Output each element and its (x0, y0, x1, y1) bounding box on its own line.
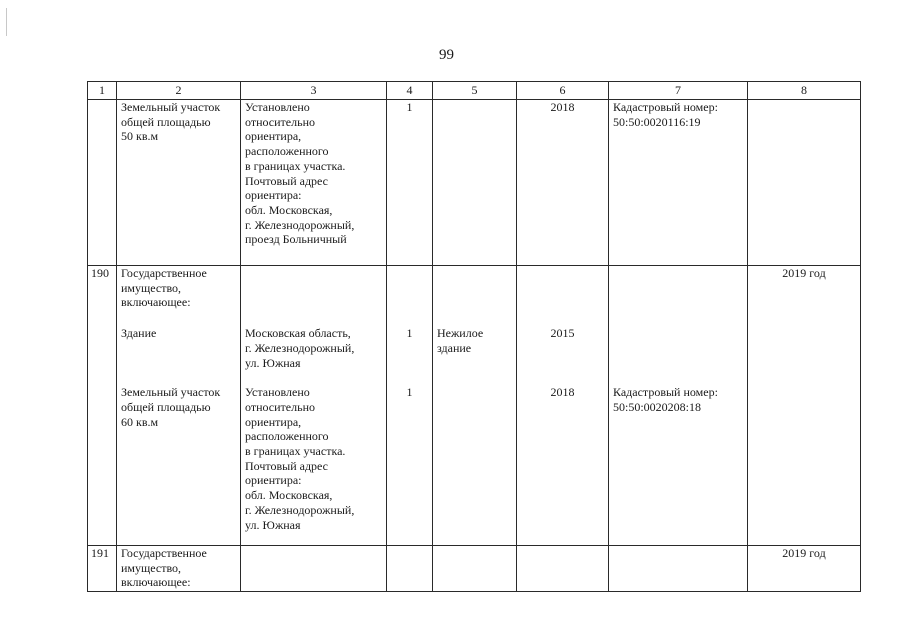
group-name-line: имущество, (121, 280, 182, 295)
address-line: Почтовый адрес (245, 458, 329, 473)
address-line: обл. Московская, (245, 488, 333, 503)
address-line: Установлено (245, 100, 310, 114)
object-name-line: 60 кв.м (121, 414, 159, 429)
quantity-value: 1 (406, 385, 413, 400)
row-number-cell (88, 100, 117, 266)
cadastral-number: 50:50:0020116:19 (613, 114, 701, 129)
row-number-cell: 191 (88, 546, 117, 592)
header-cell-3: 3 (241, 82, 387, 100)
table-row (88, 266, 861, 546)
table-row (88, 100, 861, 266)
object-name-line: Земельный участок (121, 385, 221, 400)
group-name-line: включающее: (121, 295, 191, 310)
address-line: ул. Южная (245, 517, 301, 532)
header-cell-4: 4 (387, 82, 433, 100)
address-line: обл. Московская, (245, 202, 333, 217)
header-cell-6: 6 (517, 82, 609, 100)
object-name-cell (117, 546, 241, 592)
cadastral-cell (609, 100, 748, 266)
purpose-cell (433, 266, 517, 546)
quantity-value: 1 (406, 326, 413, 341)
cadastral-number: 50:50:0020208:18 (613, 399, 702, 414)
quantity-cell: 1 (387, 100, 433, 266)
quantity-cell (387, 546, 433, 592)
cadastral-cell (609, 266, 748, 546)
address-line: относительно (245, 114, 316, 129)
row-number-cell: 190 (88, 266, 117, 546)
year-value: 2018 (550, 385, 575, 400)
group-name-line: включающее: (121, 575, 191, 590)
group-name-line: Государственное (121, 266, 207, 280)
object-name-cell (117, 266, 241, 546)
address-line: ориентира: (245, 188, 302, 203)
object-name-line: общей площадью (121, 114, 211, 129)
object-name-cell (117, 100, 241, 266)
address-line: расположенного (245, 429, 329, 444)
address-line: г. Железнодорожный, (245, 502, 355, 517)
header-cell-7: 7 (609, 82, 748, 100)
purpose-cell (433, 100, 517, 266)
scan-edge-mark (6, 8, 7, 36)
quantity-cell (387, 266, 433, 546)
period-cell (748, 100, 861, 266)
address-line: Московская область, (245, 326, 351, 341)
address-cell (241, 100, 387, 266)
purpose-cell (433, 546, 517, 592)
purpose-line: Нежилое (437, 326, 484, 341)
cadastral-label: Кадастровый номер: (613, 100, 718, 114)
address-line: расположенного (245, 144, 329, 159)
header-cell-1: 1 (88, 82, 117, 100)
object-name-line: общей площадью (121, 399, 211, 414)
header-cell-2: 2 (117, 82, 241, 100)
year-cell (517, 546, 609, 592)
year-cell: 2018 (517, 100, 609, 266)
address-line: в границах участка. (245, 158, 346, 173)
address-line: Установлено (245, 385, 310, 400)
address-line: г. Железнодорожный, (245, 217, 355, 232)
address-line: г. Железнодорожный, (245, 340, 355, 355)
property-register-table (87, 81, 861, 592)
object-name-line: 50 кв.м (121, 129, 159, 144)
address-line: ориентира, (245, 129, 302, 144)
address-line: относительно (245, 399, 316, 414)
address-line: ориентира, (245, 414, 302, 429)
group-name-line: Государственное (121, 546, 207, 560)
cadastral-label: Кадастровый номер: (613, 385, 718, 400)
period-cell: 2019 год (748, 546, 861, 592)
cadastral-cell (609, 546, 748, 592)
address-line: в границах участка. (245, 444, 346, 459)
table-row (88, 546, 861, 592)
period-cell: 2019 год (748, 266, 861, 546)
purpose-line: здание (437, 340, 472, 355)
header-row (88, 82, 861, 100)
group-name-line: имущество, (121, 560, 182, 575)
address-line: ул. Южная (245, 355, 301, 370)
address-line: ориентира: (245, 473, 302, 488)
address-line: Почтовый адрес (245, 173, 329, 188)
object-name-line: Здание (121, 326, 157, 341)
year-cell (517, 266, 609, 546)
address-line: проезд Больничный (245, 232, 347, 247)
year-value: 2015 (550, 326, 575, 341)
address-cell (241, 266, 387, 546)
object-name-line: Земельный участок (121, 100, 221, 114)
header-cell-5: 5 (433, 82, 517, 100)
header-cell-8: 8 (748, 82, 861, 100)
page-number: 99 (439, 47, 454, 63)
address-cell (241, 546, 387, 592)
